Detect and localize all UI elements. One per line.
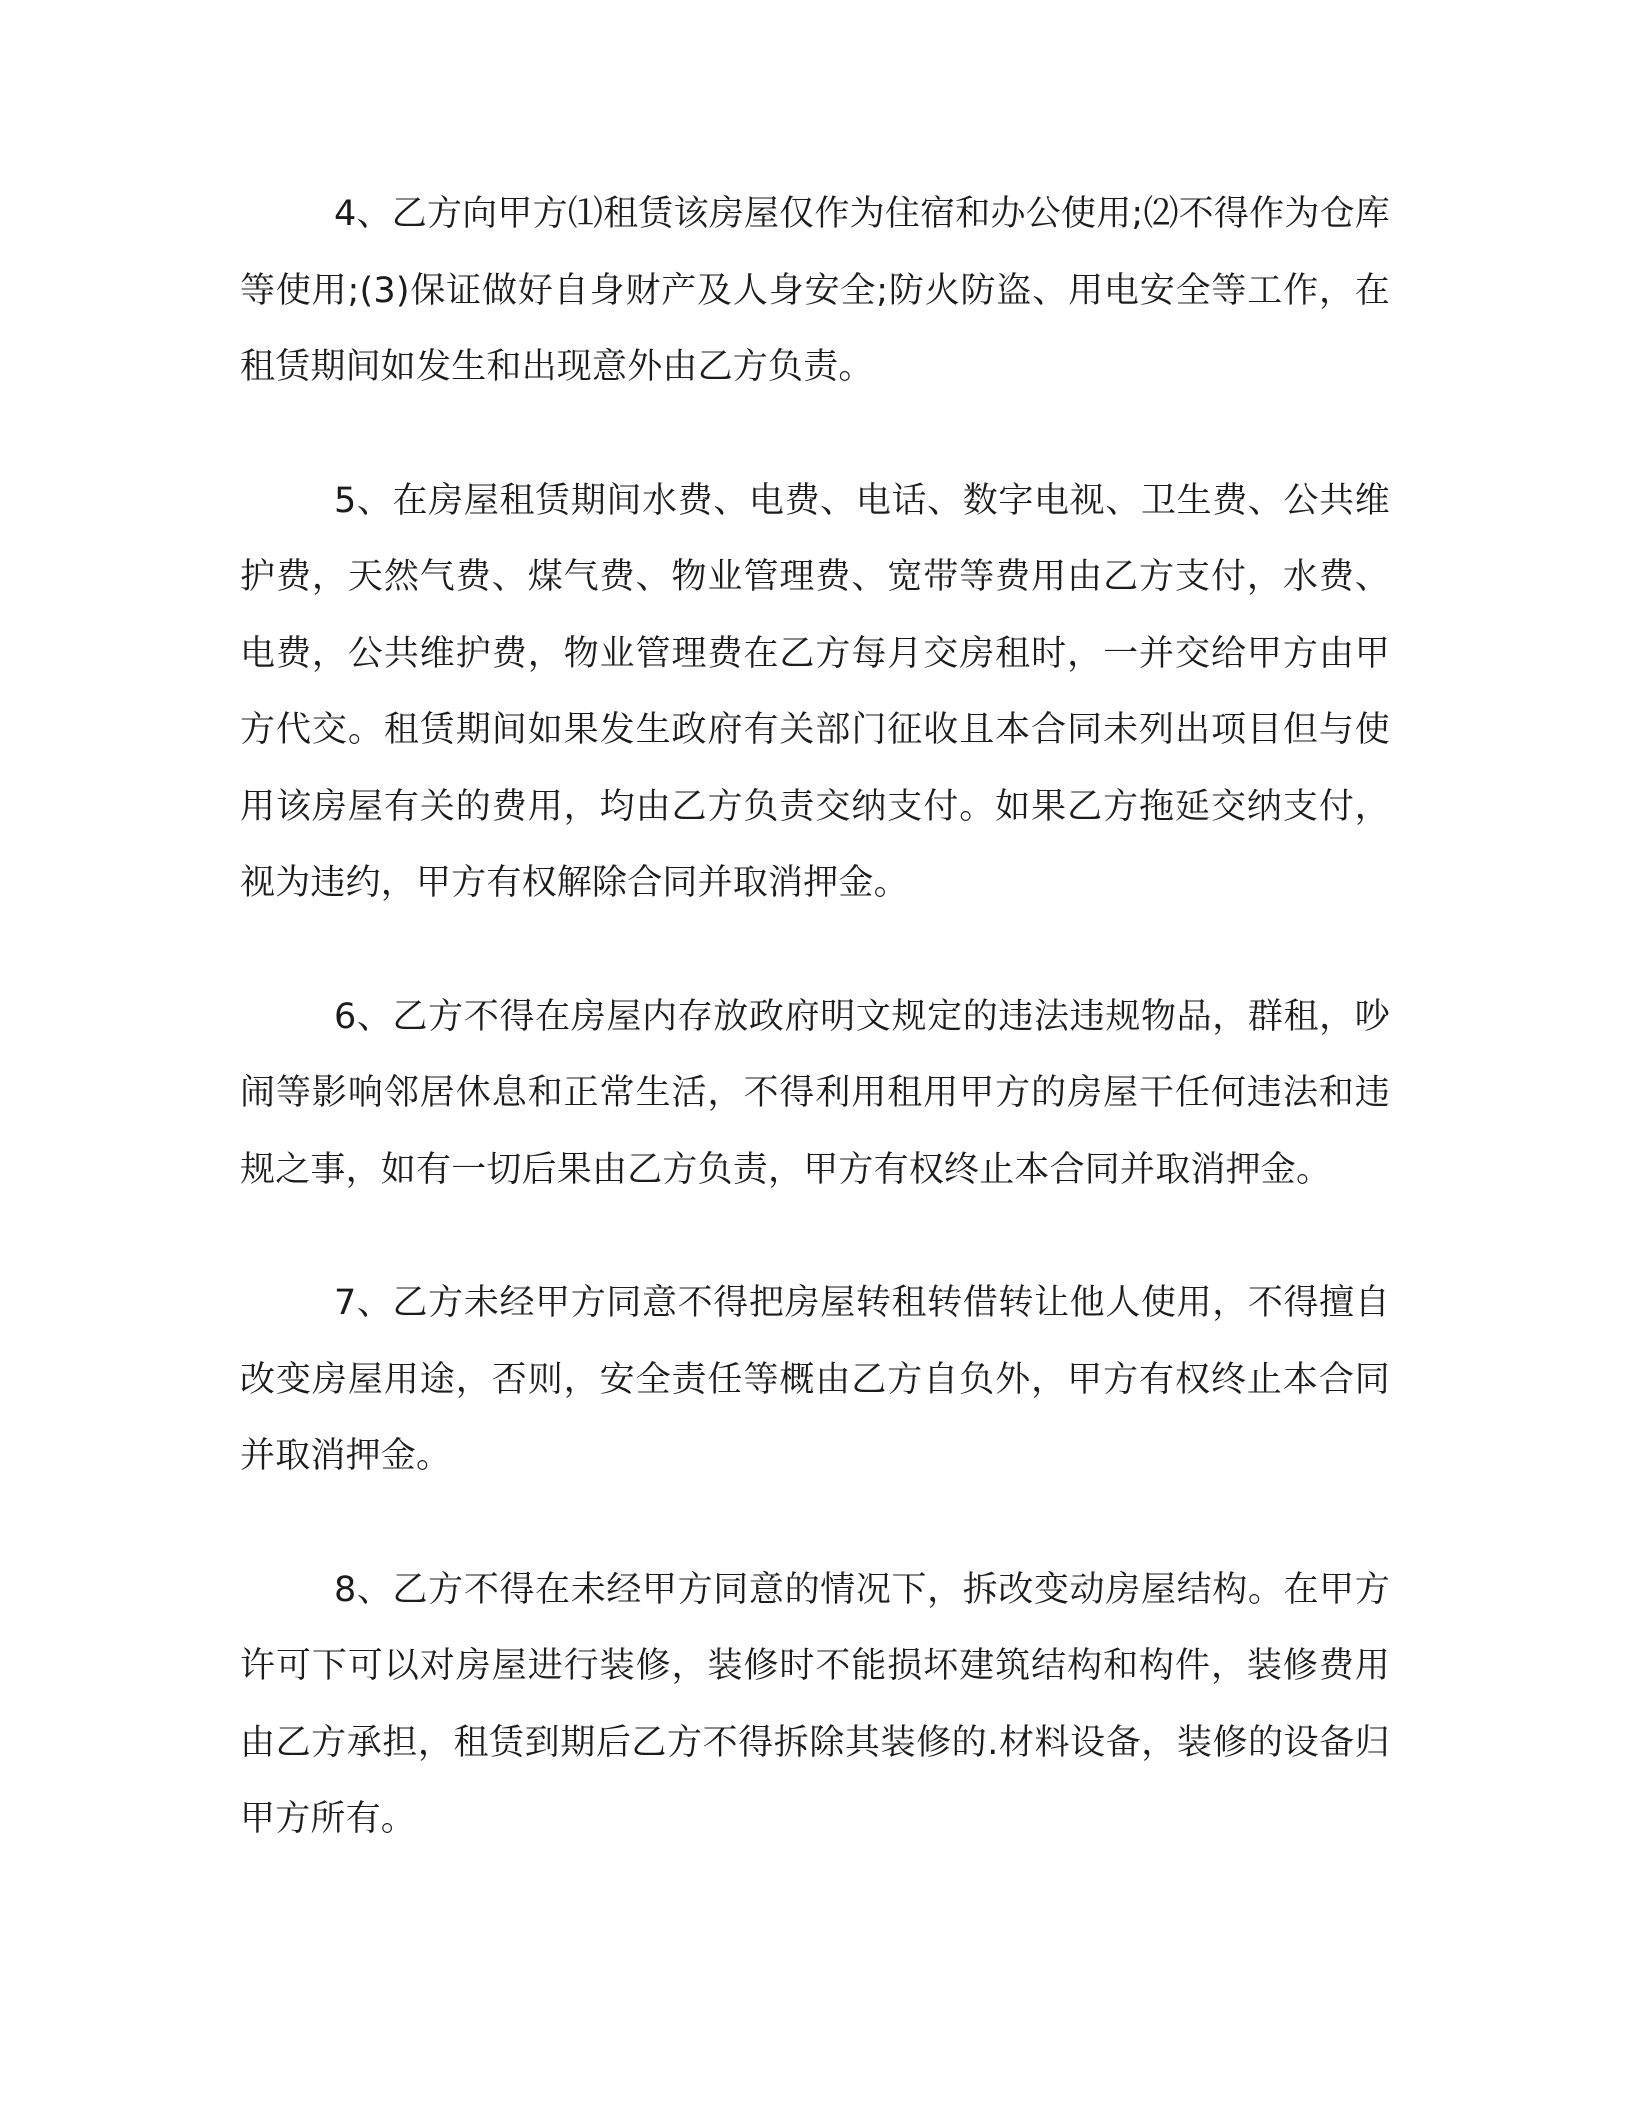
- clause-4-paragraph: 4、乙方向甲方⑴租赁该房屋仅作为住宿和办公使用;⑵不得作为仓库等使用;(3)保证做好自身财产及人身安全;防火防盗、用电安全等工作，在租赁期间如发生和出现意外由乙方负责。: [240, 194, 1390, 387]
- document-page: [240, 176, 1390, 1915]
- clause-8-paragraph: 8、乙方不得在未经甲方同意的情况下，拆改变动房屋结构。在甲方许可下可以对房屋进行装修，装修时不能损坏建筑结构和构件，装修费用由乙方承担，租赁到期后乙方不得拆除其装修的.材料设备，装修的设备归甲方所有。: [240, 1569, 1390, 1839]
- clause-5-paragraph: 5、在房屋租赁期间水费、电费、电话、数字电视、卫生费、公共维护费，天然气费、煤气费、物业管理费、宽带等费用由乙方支付，水费、电费，公共维护费，物业管理费在乙方每月交房租时，一并交给甲方由甲方代交。租赁期间如果发生政府有关部门征收且本合同未列出项目但与使用该房屋有关的费用，均由乙方负责交纳支付。如果乙方拖延交纳支付，视为违约，甲方有权解除合同并取消押金。: [240, 480, 1390, 903]
- clause-7-paragraph: 7、乙方未经甲方同意不得把房屋转租转借转让他人使用，不得擅自改变房屋用途，否则，安全责任等概由乙方自负外，甲方有权终止本合同并取消押金。: [240, 1283, 1390, 1476]
- clause-6-paragraph: 6、乙方不得在房屋内存放政府明文规定的违法违规物品，群租，吵闹等影响邻居休息和正常生活，不得利用租用甲方的房屋干任何违法和违规之事，如有一切后果由乙方负责，甲方有权终止本合同并取消押金。: [240, 996, 1390, 1190]
